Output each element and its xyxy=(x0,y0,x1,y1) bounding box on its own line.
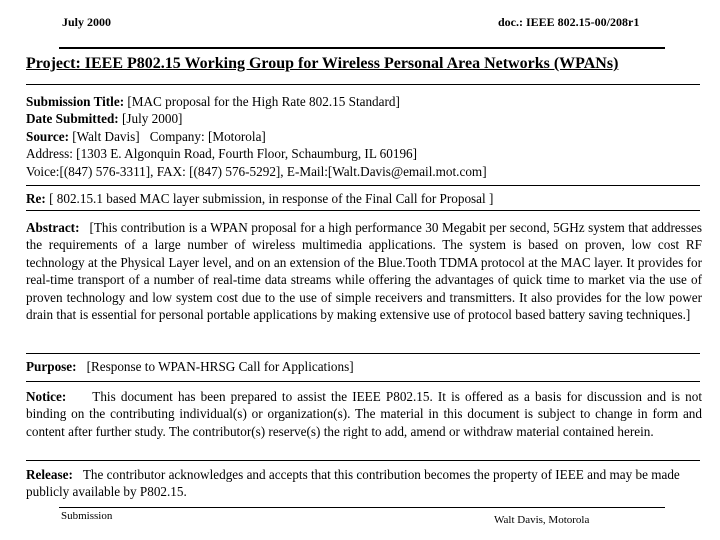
project-title: Project: IEEE P802.15 Working Group for Wireless Personal Area Networks (WPANs) xyxy=(26,55,619,72)
abstract-text: [This contribution is a WPAN proposal for a high performance 30 Megabit per second, 5GHz system that addresses the requirements of a large number of wireless multimedia applications. The system is based on proven, low cost RF technology at the Physical Layer level, and on an extension of the Blue.Tooth TDMA protocol at the MAC layer. It provides for real-time transport of a number of real-time data streams while offering the advantages of quick time to market via the use of proven technology and low system cost due to the use of simple receivers and transmitters. It also provides for the low power drain that is essential for personal portable applications by making extensive use of protocol based battery saving techniques.] xyxy=(26,220,702,323)
divider xyxy=(26,84,700,85)
source-value: [Walt Davis] xyxy=(72,128,140,144)
header-rule xyxy=(59,47,665,49)
header-date: July 2000 xyxy=(62,15,112,29)
divider xyxy=(26,353,700,354)
re-value: [ 802.15.1 based MAC layer submission, in response of the Final Call for Proposal ] xyxy=(49,191,494,206)
notice-text: This document has been prepared to assist the IEEE P802.15. It is offered as a basis for discussion and is not binding on the contributing individual(s) or organization(s). The material in this document is subject to change in form and content after further study. The contributor(s) reserve(s) the right to add, amend or withdraw material contained herein. xyxy=(26,389,702,439)
release-block xyxy=(26,466,702,501)
contact-row: Voice:[(847) 576-3311], FAX: [(847) 576-5292], E-Mail:[Walt.Davis@email.mot.com] xyxy=(26,163,487,179)
submission-title-value: [MAC proposal for the High Rate 802.15 Standard] xyxy=(127,94,400,109)
divider xyxy=(26,460,700,461)
company-value: Company: [Motorola] xyxy=(149,128,266,144)
date-submitted-label: Date Submitted: xyxy=(26,111,119,127)
release-label: Release: xyxy=(26,467,73,482)
header-doc-id: doc.: IEEE 802.15-00/208r1 xyxy=(498,15,640,29)
release-text: The contributor acknowledges and accepts that this contribution becomes the property of IEEE and may be made publicly available by P802.15. xyxy=(26,467,680,500)
abstract-label: Abstract: xyxy=(26,220,80,235)
notice-block xyxy=(26,388,702,440)
source-label: Source: xyxy=(26,128,69,144)
divider xyxy=(26,210,700,211)
notice-label: Notice: xyxy=(26,389,67,404)
purpose-block xyxy=(26,358,702,375)
abstract-block xyxy=(26,219,702,323)
footer-submission: Submission xyxy=(61,510,113,522)
date-submitted-row xyxy=(26,110,702,127)
purpose-text: [Response to WPAN-HRSG Call for Applications] xyxy=(86,359,354,374)
re-block xyxy=(26,190,702,207)
submission-title-row xyxy=(26,93,702,110)
submission-block xyxy=(26,93,702,180)
purpose-label: Purpose: xyxy=(26,359,77,374)
address-row: Address: [1303 E. Algonquin Road, Fourth Floor, Schaumburg, IL 60196] xyxy=(26,146,418,162)
re-label: Re: xyxy=(26,191,46,206)
divider xyxy=(26,381,700,382)
date-submitted-value: [July 2000] xyxy=(121,111,183,127)
source-row xyxy=(26,128,702,145)
submission-title-label: Submission Title: xyxy=(26,94,125,109)
divider xyxy=(26,185,700,186)
footer-rule xyxy=(59,507,665,508)
footer-author: Walt Davis, Motorola xyxy=(494,514,590,526)
